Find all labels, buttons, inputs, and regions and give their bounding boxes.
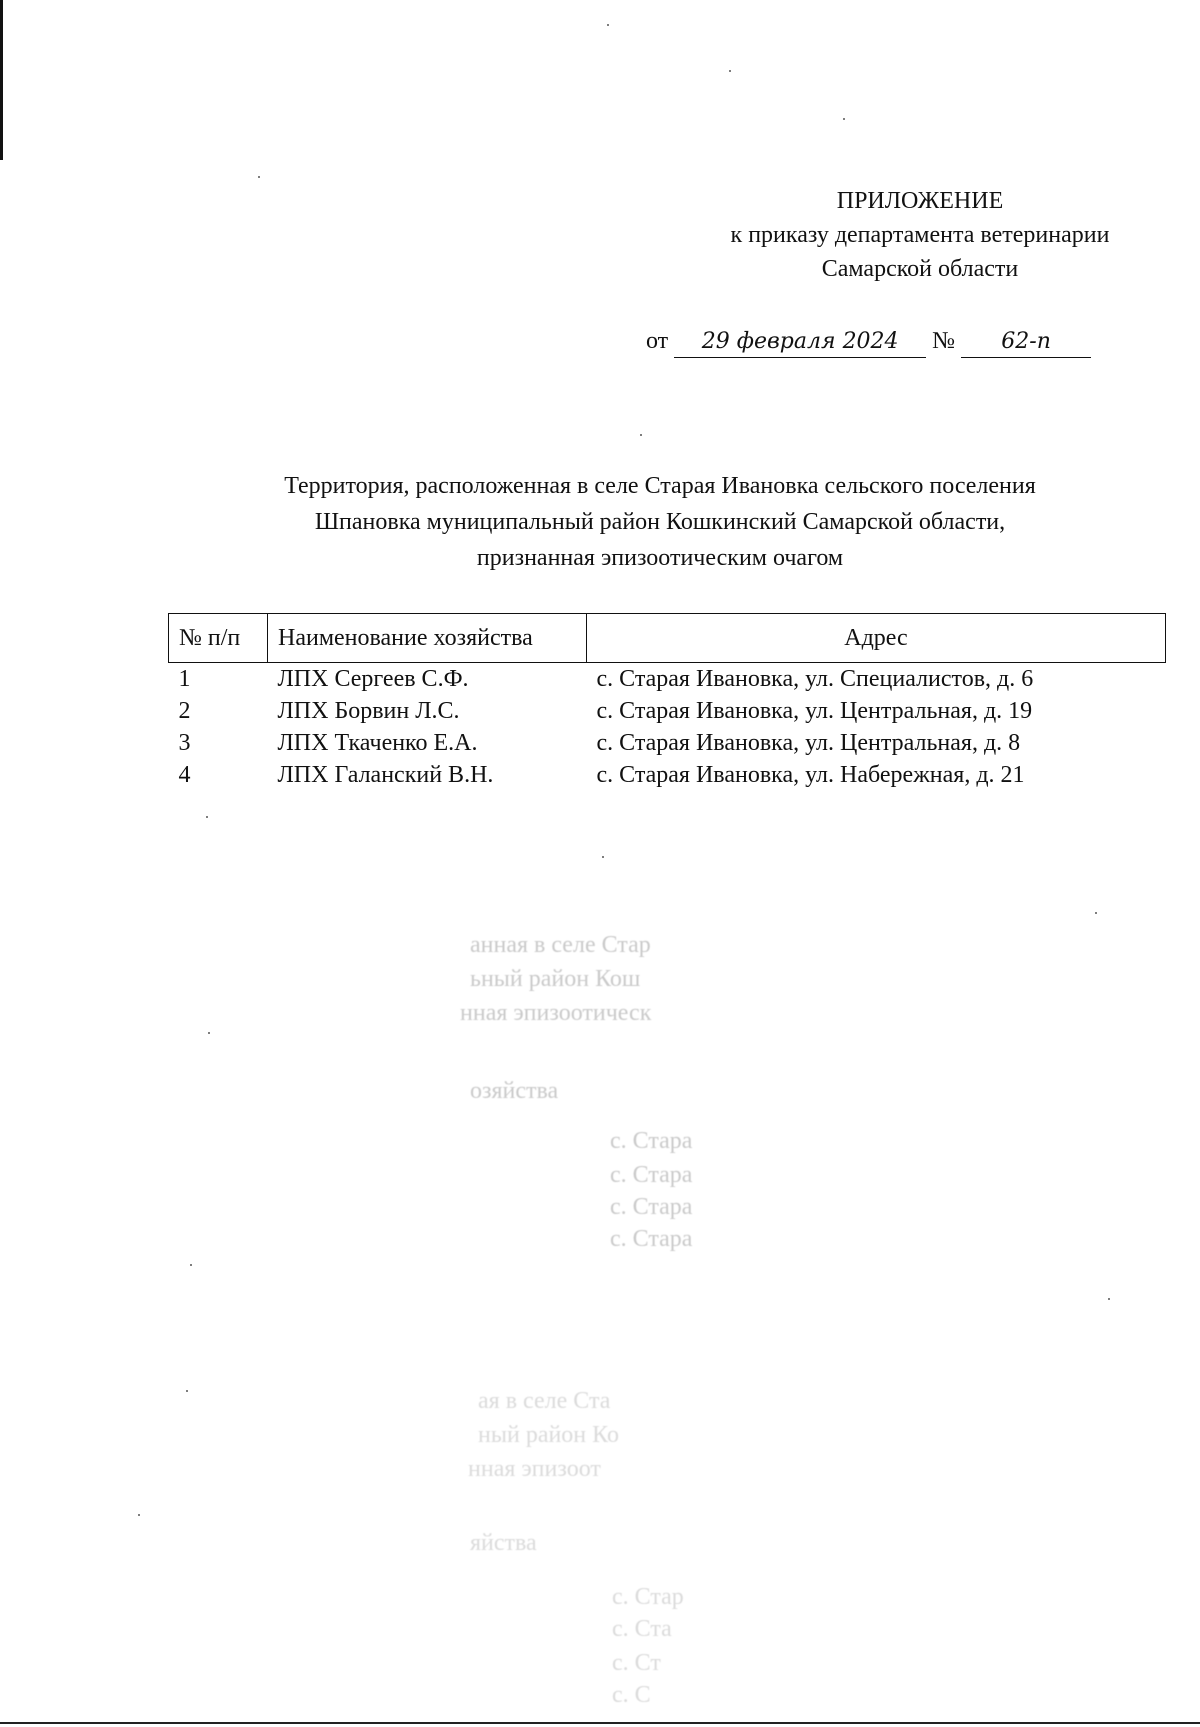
scan-speck bbox=[206, 816, 208, 818]
row-address: с. Старая Ивановка, ул. Центральная, д. 19 bbox=[596, 698, 1033, 724]
bleed-through-text: с. Стара bbox=[610, 1128, 693, 1154]
header-address: Адрес bbox=[587, 614, 1166, 663]
document-title bbox=[150, 468, 1170, 576]
bleed-through-text: с. Стара bbox=[610, 1194, 693, 1220]
row-holding-name: ЛПХ Сергеев С.Ф. bbox=[277, 666, 469, 692]
scan-speck bbox=[1108, 1298, 1110, 1300]
row-number: 3 bbox=[178, 730, 191, 756]
row-number: 4 bbox=[178, 762, 191, 788]
title-line: Территория, расположенная в селе Старая Ивановка сельского поселения bbox=[284, 473, 1036, 499]
header-holding-name: Наименование хозяйства bbox=[268, 614, 587, 663]
scan-speck bbox=[258, 176, 260, 178]
order-number-label: № bbox=[932, 328, 956, 354]
table-row bbox=[169, 663, 1166, 696]
scan-speck bbox=[607, 24, 609, 26]
bleed-through-text: озяйства bbox=[470, 1078, 559, 1104]
bleed-through-text: ный район Ко bbox=[478, 1422, 619, 1448]
scan-speck bbox=[729, 70, 731, 72]
order-number-handwritten: 62-п bbox=[961, 327, 1091, 358]
row-address: с. Старая Ивановка, ул. Специалистов, д. 6 bbox=[596, 666, 1034, 692]
bleed-through-text: ьный район Кош bbox=[470, 966, 641, 992]
appendix-region: Самарской области bbox=[821, 256, 1019, 282]
scan-edge-left bbox=[0, 0, 3, 160]
appendix-order-ref: к приказу департамента ветеринарии bbox=[730, 222, 1110, 248]
row-address: с. Старая Ивановка, ул. Центральная, д. 8 bbox=[596, 730, 1021, 756]
scan-speck bbox=[138, 1514, 140, 1516]
scan-speck bbox=[843, 118, 845, 120]
row-holding-name: ЛПХ Борвин Л.С. bbox=[277, 698, 460, 724]
scan-edge-bottom bbox=[0, 1722, 1200, 1724]
bleed-through-text: с. Ст bbox=[612, 1650, 661, 1676]
scan-speck bbox=[186, 1390, 188, 1392]
bleed-through-text: с. Стар bbox=[612, 1584, 684, 1610]
bleed-through-text: нная эпизоотическ bbox=[460, 1000, 652, 1026]
order-from-label: от bbox=[646, 328, 669, 354]
row-address: с. Старая Ивановка, ул. Набережная, д. 21 bbox=[596, 762, 1025, 788]
bleed-through-text: анная в селе Стар bbox=[470, 932, 651, 958]
title-line: признанная эпизоотическим очагом bbox=[476, 545, 844, 571]
scan-speck bbox=[208, 1032, 210, 1034]
row-holding-name: ЛПХ Галанский В.Н. bbox=[277, 762, 494, 788]
order-line bbox=[646, 324, 1146, 358]
scan-speck bbox=[640, 434, 642, 436]
table-header-row bbox=[169, 614, 1166, 663]
bleed-through-text: с. Стара bbox=[610, 1226, 693, 1252]
bleed-through-text: яйства bbox=[470, 1530, 537, 1556]
row-number: 2 bbox=[178, 698, 191, 724]
bleed-through-text: ая в селе Ста bbox=[478, 1388, 611, 1414]
row-holding-name: ЛПХ Ткаченко Е.А. bbox=[277, 730, 478, 756]
scan-speck bbox=[602, 856, 604, 858]
order-date-handwritten: 29 февраля 2024 bbox=[674, 327, 926, 358]
appendix-header bbox=[640, 184, 1200, 286]
row-number: 1 bbox=[178, 666, 191, 692]
scan-speck bbox=[190, 1264, 192, 1266]
bleed-through-text: с. Ста bbox=[612, 1616, 672, 1642]
title-line: Шпановка муниципальный район Кошкинский Самарской области, bbox=[314, 509, 1006, 535]
header-number: № п/п bbox=[169, 614, 268, 663]
bleed-through-text: с. Стара bbox=[610, 1162, 693, 1188]
appendix-heading: ПРИЛОЖЕНИЕ bbox=[836, 188, 1004, 214]
bleed-through-text: с. С bbox=[612, 1682, 651, 1708]
bleed-through-text: нная эпизоот bbox=[468, 1456, 601, 1482]
scan-speck bbox=[1095, 912, 1097, 914]
table-row bbox=[169, 759, 1166, 791]
table-row bbox=[169, 727, 1166, 759]
table-row bbox=[169, 695, 1166, 727]
holdings-table bbox=[168, 613, 1166, 791]
